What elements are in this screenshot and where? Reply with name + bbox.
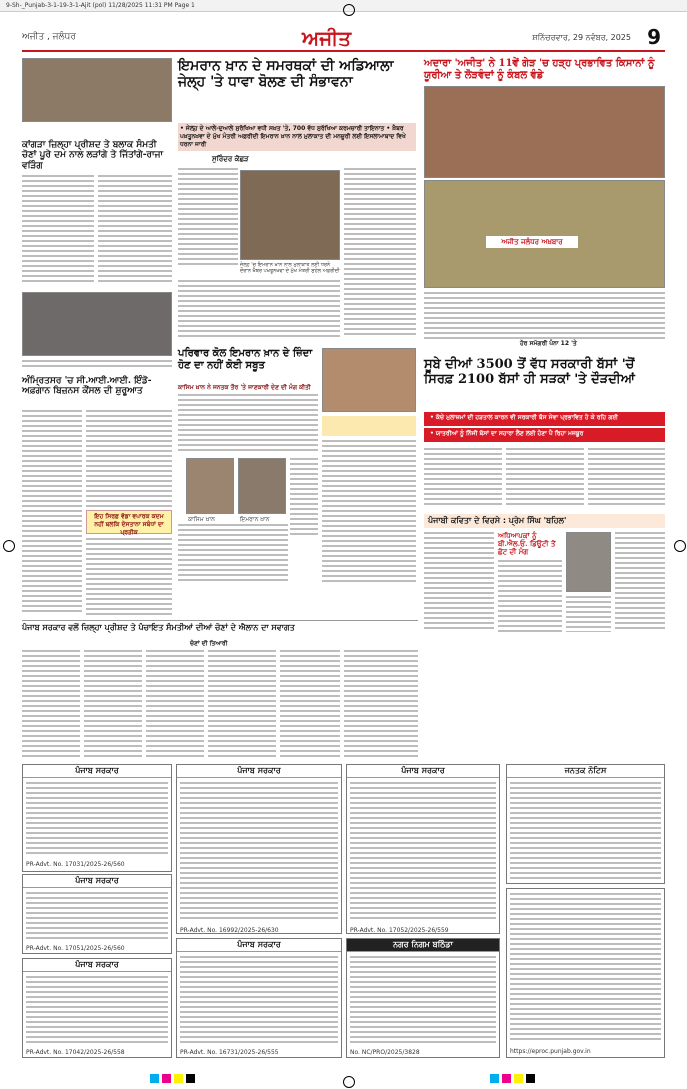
ad-title: ਪੰਜਾਬ ਸਰਕਾਰ bbox=[23, 959, 171, 972]
bus-body bbox=[506, 448, 584, 508]
tribute-body bbox=[566, 596, 611, 632]
govt-ad-1 bbox=[22, 764, 172, 872]
amritsar-headline: ਅੰਮ੍ਰਿਤਸਰ 'ਚ ਸੀ.ਆਈ.ਆਈ. ਇੰਡੋ-ਅਫ਼ਗਾਨ ਬਿਜ਼ਨਸ ਕੌਂਸਲ ਦੀ ਸ਼ੁਰੂਆਤ bbox=[22, 376, 152, 397]
award-headline bbox=[322, 416, 416, 436]
bus-headline: ਸੂਬੇ ਦੀਆਂ 3500 ਤੋਂ ਵੱਧ ਸਰਕਾਰੀ ਬੱਸਾਂ 'ਚੋਂ ਸਿਰਫ਼ 2100 ਬੱਸਾਂ ਹੀ ਸੜਕਾਂ 'ਤੇ ਦੌੜਦੀਆਂ bbox=[424, 357, 635, 387]
amritsar-body bbox=[22, 410, 82, 615]
masthead-edition: ਅਜੀਤ , ਜਲੰਧਰ bbox=[22, 32, 76, 42]
ad-ref: PR-Advt. No. 17051/2025-26/560 bbox=[26, 945, 125, 952]
kangra-headline: ਕਾਂਗੜਾ ਜ਼ਿਲ੍ਹਾ ਪ੍ਰੀਸ਼ਦ ਤੇ ਬਲਾਕ ਸੰਮਤੀ ਚੋਣਾਂ ਪੂਰੇ ਦਮ ਨਾਲ ਲੜਾਂਗੇ ਤੇ ਜਿੱਤਾਂਗੇ-ਰਾਜਾ ਵੜਿੰਗ bbox=[22, 140, 164, 171]
color-swatch bbox=[502, 1074, 511, 1083]
ad-title: ਨਗਰ ਨਿਗਮ ਬਠਿੰਡਾ bbox=[347, 939, 499, 952]
ad-title: ਪੰਜਾਬ ਸਰਕਾਰ bbox=[23, 875, 171, 888]
ad-body bbox=[350, 956, 496, 1044]
govt-ad-4 bbox=[176, 764, 342, 934]
imran-caption: ਜੇਲ੍ਹ 'ਚ ਇਮਰਾਨ ਖ਼ਾਨ ਨਾਲ ਮੁਲਾਕਾਤ ਲਈ ਧਰਨੇ ਦੌਰਾਨ ਖ਼ੈਬਰ ਪਖ਼ਤੂਨਖ਼ਵਾ ਦੇ ਮੁੱਖ ਮੰਤਰੀ ਸੁਹੇਲ ਅਫ਼ਰੀਦੀ bbox=[240, 262, 340, 274]
print-slug: 9-Sh-_Punjab-3-1-19-3-1-Ajit (pol) 11/28/2025 11:31 PM Page 1 bbox=[0, 0, 687, 12]
ad-body bbox=[26, 892, 168, 940]
divider bbox=[22, 620, 418, 621]
color-swatch bbox=[186, 1074, 195, 1083]
tribute-body bbox=[615, 532, 665, 632]
qasim-photo bbox=[186, 458, 234, 514]
imran-subhead: • ਜੇਲ੍ਹ ਦੇ ਆਲੇ-ਦੁਆਲੇ ਸੁਰੱਖਿਆ ਵਧੀ ਸਖ਼ਤ 'ਤੇ, 700 ਵੱਧ ਸੁਰੱਖਿਆ ਕਰਮਚਾਰੀ ਤਾਇਨਾਤ • ਖ਼ੈਬਰ ਪਖ਼ਤੂਨਖ਼ਵਾ ਦੇ ਮੁੱਖ ਮੰਤਰੀ ਅਫ਼ਰੀਦੀ ਇਮਰਾਨ ਖ਼ਾਨ ਨਾਲ ਮੁਲਾਕਾਤ ਦੀ ਮਨਜ਼ੂਰੀ ਲਈ ਇਸਲਾਮਾਬਾਦ ਵਿਖੇ ਧਰਨਾ ਜਾਰੀ bbox=[178, 123, 416, 151]
imran-body bbox=[178, 280, 340, 340]
bus-body bbox=[424, 448, 502, 508]
teacher-body bbox=[498, 560, 562, 632]
lower-body bbox=[344, 650, 418, 760]
rally-photo bbox=[22, 58, 172, 122]
ad-ref: PR-Advt. No. 17042/2025-26/558 bbox=[26, 1049, 125, 1056]
amritsar-pull-quote: ਇਹ ਸਿਰਫ਼ ਵੱਡਾ ਵਪਾਰਕ ਕਦਮ ਨਹੀਂ ਬਲਕਿ ਦੋਸਤਾਨਾ ਸਬੰਧਾਂ ਦਾ ਪ੍ਰਤੀਕ bbox=[86, 510, 172, 534]
masthead bbox=[22, 25, 665, 52]
ajit-banner: ਅਜੀਤ ਜਲੰਧਰ ਅਖ਼ਬਾਰ bbox=[486, 236, 578, 248]
bus-subhead-1: • ਕੱਚੇ ਮੁਲਾਜ਼ਮਾਂ ਦੀ ਹੜਤਾਲ ਕਾਰਨ ਵੀ ਸਰਕਾਰੀ ਬੱਸ ਸੇਵਾ ਪ੍ਰਭਾਵਿਤ ਹੋ ਕੇ ਰਹਿ ਗਈ bbox=[424, 412, 665, 426]
amritsar-body bbox=[86, 410, 172, 508]
lower-headline: ਪੰਜਾਬ ਸਰਕਾਰ ਵਲੋਂ ਜ਼ਿਲ੍ਹਾ ਪ੍ਰੀਸ਼ਦ ਤੇ ਪੰਚਾਇਤ ਸੰਮਤੀਆਂ ਦੀਆਂ ਚੋਣਾਂ ਦੇ ਐਲਾਨ ਦਾ ਸਵਾਗਤ bbox=[22, 622, 295, 632]
tender-ad bbox=[506, 888, 665, 1058]
govt-ad-3 bbox=[22, 958, 172, 1058]
lower-body bbox=[146, 650, 204, 760]
ad-body bbox=[350, 782, 496, 922]
poet-photo bbox=[566, 532, 611, 592]
color-swatch bbox=[526, 1074, 535, 1083]
govt-ad-5 bbox=[176, 938, 342, 1058]
ad-ref: https://eproc.punjab.gov.in bbox=[510, 1048, 591, 1055]
lower-body bbox=[208, 650, 276, 760]
imran-photo bbox=[240, 170, 340, 260]
ad-title: ਪੰਜਾਬ ਸਰਕਾਰ bbox=[23, 765, 171, 778]
kangra-body bbox=[98, 175, 172, 285]
family-body bbox=[290, 458, 318, 538]
family-body bbox=[178, 524, 288, 584]
municipal-ad bbox=[346, 938, 500, 1058]
color-swatch bbox=[514, 1074, 523, 1083]
registration-mark-icon bbox=[343, 4, 355, 16]
imran-body bbox=[178, 168, 238, 268]
ad-body bbox=[510, 782, 661, 882]
page-number: 9 bbox=[647, 25, 661, 49]
award-body bbox=[322, 440, 416, 584]
lower-body bbox=[84, 650, 142, 760]
masthead-date: ਸ਼ਨਿੱਚਰਵਾਰ, 29 ਨਵੰਬਰ, 2025 bbox=[532, 33, 631, 42]
officials-photo bbox=[22, 292, 172, 356]
teacher-headline: ਅਧਿਆਪਕਾਂ ਨੂੰ ਬੀ.ਐਲ.ਓ. ਡਿਊਟੀ ਤੋਂ ਛੋਟ ਦੀ ਮੰਗ bbox=[498, 531, 556, 557]
lower-body bbox=[280, 650, 340, 760]
public-notice-ad bbox=[506, 764, 665, 884]
ad-body bbox=[180, 956, 338, 1044]
kangra-body bbox=[22, 175, 94, 285]
family-body bbox=[178, 394, 318, 454]
ad-title: ਪੰਜਾਬ ਸਰਕਾਰ bbox=[177, 939, 341, 952]
bus-body bbox=[588, 448, 665, 508]
ajit-aid-photo-1 bbox=[424, 86, 665, 178]
ad-ref: No. NC/PRO/2025/3828 bbox=[350, 1049, 420, 1056]
ad-ref: PR-Advt. No. 17031/2025-26/560 bbox=[26, 861, 125, 868]
color-swatch bbox=[174, 1074, 183, 1083]
ad-title: ਜਨਤਕ ਨੋਟਿਸ bbox=[507, 765, 664, 778]
award-photo bbox=[322, 348, 416, 412]
bus-subhead-2: • ਯਾਤਰੀਆਂ ਨੂੰ ਨਿੱਜੀ ਬੱਸਾਂ ਦਾ ਸਹਾਰਾ ਲੈਣ ਲਈ ਹੋਣਾ ਪੈ ਰਿਹਾ ਮਜਬੂਰ bbox=[424, 428, 665, 442]
registration-mark-icon bbox=[674, 540, 686, 552]
registration-mark-icon bbox=[343, 1076, 355, 1088]
lower-body bbox=[22, 650, 80, 760]
family-headline: ਪਰਿਵਾਰ ਕੋਲ ਇਮਰਾਨ ਖ਼ਾਨ ਦੇ ਜ਼ਿੰਦਾ ਹੋਣ ਦਾ ਨਹੀਂ ਕੋਈ ਸਬੂਤ bbox=[178, 348, 313, 371]
color-swatch bbox=[150, 1074, 159, 1083]
color-swatch bbox=[162, 1074, 171, 1083]
ad-body bbox=[26, 976, 168, 1044]
imran-portrait-caption: ਇਮਰਾਨ ਖ਼ਾਨ bbox=[240, 516, 270, 523]
ad-title: ਪੰਜਾਬ ਸਰਕਾਰ bbox=[347, 765, 499, 778]
imran-portrait-photo bbox=[238, 458, 286, 514]
imran-body bbox=[344, 168, 416, 338]
ajit-aid-body bbox=[424, 292, 665, 340]
ad-ref: PR-Advt. No. 16731/2025-26/555 bbox=[180, 1049, 279, 1056]
ajit-aid-headline: ਅਦਾਰਾ 'ਅਜੀਤ' ਨੇ 11ਵੇਂ ਗੇੜ 'ਚ ਹੜ੍ਹ ਪ੍ਰਭਾਵਿਤ ਕਿਸਾਨਾਂ ਨੂੰ ਯੂਰੀਆ ਤੇ ਲੋੜਵੰਦਾਂ ਨੂੰ ਕੰਬਲ ਵੰਡੇ bbox=[424, 58, 655, 81]
masthead-title: ਅਜੀਤ bbox=[302, 26, 352, 50]
tribute-body bbox=[424, 532, 494, 632]
ad-body bbox=[510, 893, 661, 1043]
imran-headline: ਇਮਰਾਨ ਖ਼ਾਨ ਦੇ ਸਮਰਥਕਾਂ ਦੀ ਅਡਿਆਲਾ ਜੇਲ੍ਹ 'ਤੇ ਧਾਵਾ ਬੋਲਣ ਦੀ ਸੰਭਾਵਨਾ bbox=[178, 58, 394, 91]
ad-ref: PR-Advt. No. 16992/2025-26/630 bbox=[180, 927, 279, 934]
qasim-caption: ਕਾਸਿਮ ਖ਼ਾਨ bbox=[188, 516, 215, 523]
tribute-headline: ਪੰਜਾਬੀ ਕਵਿਤਾ ਦੇ ਵਿਰਸੇ : ਪ੍ਰੇਮ ਸਿੰਘ 'ਬਹਿਲ' bbox=[424, 514, 665, 528]
color-swatch bbox=[490, 1074, 499, 1083]
govt-ad-2 bbox=[22, 874, 172, 954]
imran-byline: ਸੁਰਿੰਦਰ ਕੋਛੜ bbox=[212, 155, 249, 163]
govt-ad-8 bbox=[346, 764, 500, 934]
ad-title: ਪੰਜਾਬ ਸਰਕਾਰ bbox=[177, 765, 341, 778]
amritsar-body bbox=[86, 538, 172, 615]
officials-caption bbox=[22, 360, 172, 368]
ajit-aid-photo-2 bbox=[424, 180, 665, 288]
rally-caption bbox=[22, 124, 172, 136]
ad-body bbox=[26, 782, 168, 856]
ajit-aid-more: ਹੋਰ ਸਮੱਗਰੀ ਪੰਨਾ 12 'ਤੇ bbox=[520, 340, 577, 347]
ad-body bbox=[180, 782, 338, 922]
registration-mark-icon bbox=[3, 540, 15, 552]
family-subhead: ਕਾਸਿਮ ਖ਼ਾਨ ਨੇ ਜਨਤਕ ਤੌਰ 'ਤੇ ਜਾਣਕਾਰੀ ਦੇਣ ਦੀ ਮੰਗ ਕੀਤੀ bbox=[178, 384, 311, 391]
ad-ref: PR-Advt. No. 17052/2025-26/559 bbox=[350, 927, 449, 934]
lower-kicker: ਚੋਣਾਂ ਦੀ ਤਿਆਰੀ bbox=[190, 640, 228, 647]
